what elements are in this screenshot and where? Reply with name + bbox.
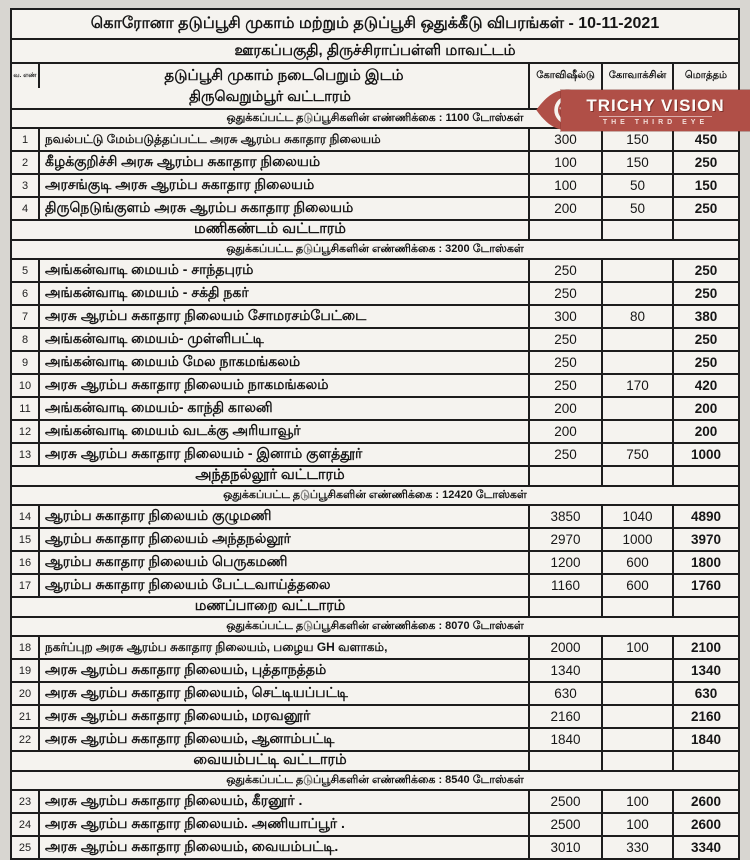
camp-location: ஆரம்ப சுகாதார நிலையம் குழுமணி — [40, 506, 530, 527]
allocation-note-row — [12, 616, 738, 635]
empty-cell-covaxin — [603, 752, 674, 770]
total-count: 3970 — [690, 532, 722, 547]
empty-cell-total — [674, 598, 738, 616]
table-header-row — [12, 62, 738, 88]
total-count: 380 — [694, 309, 718, 324]
serial-number: 22 — [12, 729, 40, 750]
covaxin-count: 50 — [603, 198, 674, 219]
total-count: 250 — [694, 332, 718, 347]
total-count: 630 — [694, 686, 718, 701]
covishield-count: 250 — [530, 444, 603, 465]
camp-location: அரசு ஆரம்ப சுகாதார நிலையம் - இனாம் குளத்தூர் — [40, 444, 530, 465]
covaxin-count — [603, 398, 674, 419]
serial-number: 1 — [12, 129, 40, 150]
empty-cell-covishield — [530, 221, 603, 239]
table-row — [12, 281, 738, 304]
allocation-note: ஒதுக்கப்பட்ட தடுப்பூசிகளின் எண்ணிக்கை : 1100 டோஸ்கள் — [226, 111, 524, 124]
total-count: 1000 — [690, 447, 722, 462]
column-header-covaxin: கோவாக்சின் — [603, 64, 674, 88]
camp-location: அரசு ஆரம்ப சுகாதார நிலையம், செட்டியப்பட்டி — [40, 683, 530, 704]
total-count: 450 — [694, 132, 718, 147]
serial-number: 18 — [12, 637, 40, 658]
covishield-count: 2970 — [530, 529, 603, 550]
allocation-note: ஒதுக்கப்பட்ட தடுப்பூசிகளின் எண்ணிக்கை : 12420 டோஸ்கள் — [223, 488, 527, 501]
covaxin-count: 600 — [603, 552, 674, 573]
serial-number: 20 — [12, 683, 40, 704]
table-row — [12, 681, 738, 704]
camp-location: ஆரம்ப சுகாதார நிலையம் அந்தநல்லூர் — [40, 529, 530, 550]
camp-location: அங்கன்வாடி மையம் - சக்தி நகர் — [40, 283, 530, 304]
table-row — [12, 573, 738, 596]
total-count: 2600 — [690, 794, 722, 809]
covishield-count: 1200 — [530, 552, 603, 573]
column-header-serial: வ. எண் — [12, 64, 40, 88]
serial-number: 7 — [12, 306, 40, 327]
camp-location: அரசு ஆரம்ப சுகாதார நிலையம். அணியாப்பூர் . — [40, 814, 530, 835]
total-count: 200 — [694, 424, 718, 439]
table-row — [12, 812, 738, 835]
covaxin-count: 100 — [603, 791, 674, 812]
covishield-count: 250 — [530, 260, 603, 281]
covishield-count: 200 — [530, 398, 603, 419]
serial-number: 17 — [12, 575, 40, 596]
covaxin-count — [603, 660, 674, 681]
camp-location: திருநெடுங்குளம் அரசு ஆரம்ப சுகாதார நிலையம் — [40, 198, 530, 219]
table-row — [12, 396, 738, 419]
covaxin-count: 750 — [603, 444, 674, 465]
empty-cell-total — [674, 221, 738, 239]
vaccine-allocation-table — [10, 8, 740, 860]
total-count: 250 — [694, 155, 718, 170]
covishield-count: 1340 — [530, 660, 603, 681]
serial-number: 2 — [12, 152, 40, 173]
total-count: 2100 — [690, 640, 722, 655]
covaxin-count: 150 — [603, 152, 674, 173]
camp-location: ஆரம்ப சுகாதார நிலையம் பேட்டவாய்த்தலை — [40, 575, 530, 596]
document-subtitle-row — [12, 38, 738, 62]
total-count: 250 — [694, 263, 718, 278]
camp-location: அங்கன்வாடி மையம் வடக்கு அரியாவூர் — [40, 421, 530, 442]
empty-cell-covaxin — [603, 598, 674, 616]
serial-number: 23 — [12, 791, 40, 812]
covaxin-count: 100 — [603, 637, 674, 658]
empty-cell-covaxin — [603, 221, 674, 239]
trichy-vision-watermark — [535, 87, 750, 133]
total-count: 2600 — [690, 817, 722, 832]
camp-location: அங்கன்வாடி மையம் - சாந்தபுரம் — [40, 260, 530, 281]
camp-location: ஆரம்ப சுகாதார நிலையம் பெருகமணி — [40, 552, 530, 573]
covaxin-count — [603, 421, 674, 442]
table-body — [12, 88, 738, 858]
logo-banner — [561, 90, 750, 131]
total-count: 250 — [694, 355, 718, 370]
logo-title: TRICHY VISION — [586, 95, 725, 115]
covishield-count: 250 — [530, 375, 603, 396]
covishield-count: 2500 — [530, 814, 603, 835]
document-title-row — [12, 10, 738, 38]
total-count: 2160 — [690, 709, 722, 724]
covaxin-count: 50 — [603, 175, 674, 196]
table-row — [12, 173, 738, 196]
table-row — [12, 196, 738, 219]
allocation-note: ஒதுக்கப்பட்ட தடுப்பூசிகளின் எண்ணிக்கை : 8540 டோஸ்கள் — [226, 773, 524, 786]
serial-number: 14 — [12, 506, 40, 527]
empty-cell-covishield — [530, 467, 603, 485]
serial-number: 12 — [12, 421, 40, 442]
block-title: அந்தநல்லூர் வட்டாரம் — [12, 467, 530, 485]
camp-location: அரசு ஆரம்ப சுகாதார நிலையம், வையம்பட்டி. — [40, 837, 530, 858]
total-count: 150 — [694, 178, 718, 193]
total-count: 1800 — [690, 555, 722, 570]
camp-location: அங்கன்வாடி மையம்- முள்ளிபட்டி — [40, 329, 530, 350]
table-row — [12, 442, 738, 465]
block-title: திருவெறும்பூர் வட்டாரம் — [12, 88, 530, 108]
camp-location: அரசு ஆரம்ப சுகாதார நிலையம், கீரனூர் . — [40, 791, 530, 812]
total-count: 250 — [694, 286, 718, 301]
covaxin-count: 600 — [603, 575, 674, 596]
covishield-count: 300 — [530, 306, 603, 327]
serial-number: 21 — [12, 706, 40, 727]
block-title-row — [12, 750, 738, 770]
covishield-count: 200 — [530, 421, 603, 442]
camp-location: கீழக்குறிச்சி அரசு ஆரம்ப சுகாதார நிலையம் — [40, 152, 530, 173]
camp-location: அங்கன்வாடி மையம் மேல நாகமங்கலம் — [40, 352, 530, 373]
covaxin-count — [603, 260, 674, 281]
table-row — [12, 373, 738, 396]
table-row — [12, 789, 738, 812]
empty-cell-total — [674, 752, 738, 770]
column-header-covishield: கோவிஷீல்டு — [530, 64, 603, 88]
table-row — [12, 527, 738, 550]
camp-location: நவல்பட்டு மேம்படுத்தப்பட்ட அரசு ஆரம்ப சுகாதார நிலையம் — [40, 129, 530, 150]
total-count: 4890 — [690, 509, 722, 524]
table-row — [12, 550, 738, 573]
covishield-count: 1160 — [530, 575, 603, 596]
column-header-total: மொத்தம் — [684, 70, 728, 81]
covaxin-count: 100 — [603, 814, 674, 835]
covaxin-count: 1040 — [603, 506, 674, 527]
logo-subtitle: THE THIRD EYE — [599, 116, 712, 126]
camp-location: அரசு ஆரம்ப சுகாதார நிலையம் சோமரசம்பேட்டை — [40, 306, 530, 327]
covaxin-count — [603, 352, 674, 373]
covaxin-count — [603, 329, 674, 350]
covishield-count: 2500 — [530, 791, 603, 812]
empty-cell-covishield — [530, 598, 603, 616]
serial-number: 9 — [12, 352, 40, 373]
block-title-row — [12, 465, 738, 485]
camp-location: அரசங்குடி அரசு ஆரம்ப சுகாதார நிலையம் — [40, 175, 530, 196]
camp-location: அங்கன்வாடி மையம்- காந்தி காலனி — [40, 398, 530, 419]
block-title-row — [12, 596, 738, 616]
covishield-count: 2160 — [530, 706, 603, 727]
serial-number: 3 — [12, 175, 40, 196]
table-row — [12, 327, 738, 350]
camp-location: அரசு ஆரம்ப சுகாதார நிலையம் நாகமங்கலம் — [40, 375, 530, 396]
covishield-count: 630 — [530, 683, 603, 704]
serial-number: 24 — [12, 814, 40, 835]
document-subtitle: ஊரகப்பகுதி, திருச்சிராப்பள்ளி மாவட்டம் — [234, 41, 516, 59]
block-title: மணப்பாறை வட்டாரம் — [12, 598, 530, 616]
covishield-count: 250 — [530, 283, 603, 304]
covaxin-count: 170 — [603, 375, 674, 396]
total-count: 3340 — [690, 840, 722, 855]
camp-location: நகர்ப்புற அரசு ஆரம்ப சுகாதார நிலையம், பழைய GH வளாகம், — [40, 637, 530, 658]
covishield-count: 250 — [530, 352, 603, 373]
table-row — [12, 658, 738, 681]
camp-location: அரசு ஆரம்ப சுகாதார நிலையம், ஆனாம்பட்டி — [40, 729, 530, 750]
table-row — [12, 504, 738, 527]
column-header-location: தடுப்பூசி முகாம் நடைபெறும் இடம் — [40, 64, 530, 88]
allocation-note-row — [12, 770, 738, 789]
block-title-row — [12, 219, 738, 239]
table-row — [12, 350, 738, 373]
table-row — [12, 727, 738, 750]
covaxin-count: 330 — [603, 837, 674, 858]
table-row — [12, 704, 738, 727]
serial-number: 15 — [12, 529, 40, 550]
serial-number: 6 — [12, 283, 40, 304]
covishield-count: 100 — [530, 175, 603, 196]
table-row — [12, 304, 738, 327]
covaxin-count — [603, 283, 674, 304]
camp-location: அரசு ஆரம்ப சுகாதார நிலையம், புத்தாநத்தம் — [40, 660, 530, 681]
allocation-note-row — [12, 239, 738, 258]
covaxin-count — [603, 683, 674, 704]
covaxin-count: 1000 — [603, 529, 674, 550]
table-row — [12, 258, 738, 281]
covishield-count: 300 — [530, 129, 603, 150]
covaxin-count — [603, 729, 674, 750]
serial-number: 16 — [12, 552, 40, 573]
table-row — [12, 419, 738, 442]
serial-number: 19 — [12, 660, 40, 681]
total-count: 1840 — [690, 732, 722, 747]
total-count: 1760 — [690, 578, 722, 593]
serial-number: 11 — [12, 398, 40, 419]
serial-number: 10 — [12, 375, 40, 396]
empty-cell-covishield — [530, 752, 603, 770]
covishield-count: 1840 — [530, 729, 603, 750]
allocation-note-row — [12, 485, 738, 504]
total-count: 250 — [694, 201, 718, 216]
serial-number: 5 — [12, 260, 40, 281]
document-title: கொரோனா தடுப்பூசி முகாம் மற்றும் தடுப்பூசி ஒதுக்கீடு விபரங்கள் - 10-11-2021 — [90, 15, 660, 32]
table-row — [12, 835, 738, 858]
table-row — [12, 635, 738, 658]
covishield-count: 2000 — [530, 637, 603, 658]
covishield-count: 3010 — [530, 837, 603, 858]
covaxin-count: 150 — [603, 129, 674, 150]
total-count: 200 — [694, 401, 718, 416]
camp-location: அரசு ஆரம்ப சுகாதார நிலையம், மரவனூர் — [40, 706, 530, 727]
serial-number: 4 — [12, 198, 40, 219]
serial-number: 25 — [12, 837, 40, 858]
total-count: 1340 — [690, 663, 722, 678]
empty-cell-covaxin — [603, 467, 674, 485]
empty-cell-total — [674, 467, 738, 485]
table-row — [12, 150, 738, 173]
covishield-count: 3850 — [530, 506, 603, 527]
covaxin-count — [603, 706, 674, 727]
covishield-count: 200 — [530, 198, 603, 219]
covishield-count: 250 — [530, 329, 603, 350]
covishield-count: 100 — [530, 152, 603, 173]
serial-number: 8 — [12, 329, 40, 350]
allocation-note: ஒதுக்கப்பட்ட தடுப்பூசிகளின் எண்ணிக்கை : 3200 டோஸ்கள் — [226, 242, 524, 255]
covaxin-count: 80 — [603, 306, 674, 327]
total-count: 420 — [694, 378, 718, 393]
block-title: வையம்பட்டி வட்டாரம் — [12, 752, 530, 770]
block-title: மணிகண்டம் வட்டாரம் — [12, 221, 530, 239]
allocation-note: ஒதுக்கப்பட்ட தடுப்பூசிகளின் எண்ணிக்கை : 8070 டோஸ்கள் — [226, 619, 524, 632]
serial-number: 13 — [12, 444, 40, 465]
